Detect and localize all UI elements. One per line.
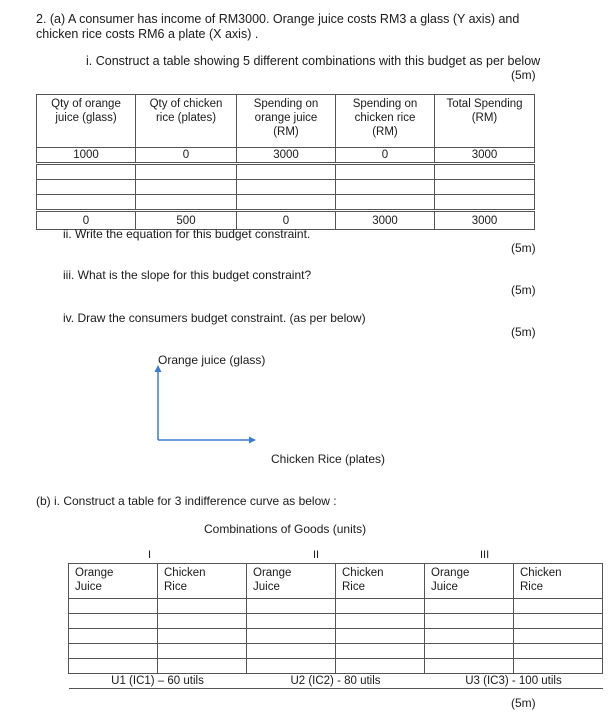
part-iv-marks: (5m)	[511, 325, 536, 339]
header-qty-chicken: Qty of chicken rice (plates)	[136, 95, 237, 148]
table-cell: 0	[237, 211, 336, 230]
y-axis-arrowhead	[155, 365, 162, 372]
table-row	[37, 148, 535, 164]
budget-table	[36, 94, 535, 230]
table-cell: 500	[136, 211, 237, 230]
curve-u3-label: U3 (IC3) - 100 utils	[425, 674, 603, 689]
table-cell: 3000	[237, 148, 336, 164]
table-row	[37, 164, 535, 180]
part-iii-text: iii. What is the slope for this budget constraint?	[63, 268, 312, 282]
table-row	[69, 599, 603, 614]
roman-i: I	[148, 549, 152, 561]
table-row	[37, 180, 535, 195]
indifference-header-row	[69, 564, 603, 599]
x-axis-label: Chicken Rice (plates)	[271, 452, 386, 466]
header-chicken-rice-3: Chicken Rice	[514, 564, 603, 599]
header-orange-juice-2: Orange Juice	[247, 564, 336, 599]
header-spend-chicken: Spending on chicken rice (RM)	[336, 95, 435, 148]
part-iv-text: iv. Draw the consumers budget constraint. (as per below)	[63, 311, 366, 325]
header-qty-orange: Qty of orange juice (glass)	[37, 95, 136, 148]
table-cell: 1000	[37, 148, 136, 164]
question-2a-line2: chicken rice costs RM6 a plate (X axis) .	[36, 27, 259, 41]
part-ii-text: ii. Write the equation for this budget constraint.	[63, 227, 311, 241]
part-i-text: i. Construct a table showing 5 different combinations with this budget as per below	[86, 54, 541, 68]
table-row	[69, 659, 603, 674]
header-orange-juice-1: Orange Juice	[69, 564, 158, 599]
header-spend-orange: Spending on orange juice (RM)	[237, 95, 336, 148]
curve-u1-label: U1 (IC1) – 60 utils	[69, 674, 247, 689]
header-chicken-rice-2: Chicken Rice	[336, 564, 425, 599]
table-cell: 0	[136, 148, 237, 164]
question-2a-line1: 2. (a) A consumer has income of RM3000. Orange juice costs RM3 a glass (Y axis) and	[36, 12, 520, 26]
header-orange-juice-3: Orange Juice	[425, 564, 514, 599]
table-row	[69, 644, 603, 659]
budget-table-header-row	[37, 95, 535, 148]
part-b-i-text: (b) i. Construct a table for 3 indifference curve as below :	[36, 494, 337, 508]
roman-ii: II	[313, 549, 320, 561]
table-cell: 3000	[435, 148, 535, 164]
part-ii-marks: (5m)	[511, 241, 536, 255]
table-row	[69, 614, 603, 629]
y-axis-label: Orange juice (glass)	[158, 353, 266, 367]
roman-iii: III	[480, 549, 490, 561]
curve-u2-label: U2 (IC2) - 80 utils	[247, 674, 425, 689]
budget-axes	[150, 364, 260, 444]
combinations-subtitle: Combinations of Goods (units)	[204, 522, 367, 536]
part-b-marks: (5m)	[511, 696, 536, 710]
x-axis-arrowhead	[249, 437, 256, 444]
table-row	[69, 629, 603, 644]
indifference-table	[68, 563, 603, 689]
table-cell: 3000	[435, 211, 535, 230]
table-cell: 0	[37, 211, 136, 230]
part-iii-marks: (5m)	[511, 283, 536, 297]
table-cell: 0	[336, 148, 435, 164]
table-cell: 3000	[336, 211, 435, 230]
header-chicken-rice-1: Chicken Rice	[158, 564, 247, 599]
header-total-spending: Total Spending (RM)	[435, 95, 535, 148]
indifference-footer-row	[69, 674, 603, 689]
part-i-marks: (5m)	[511, 68, 536, 82]
table-row	[37, 195, 535, 211]
